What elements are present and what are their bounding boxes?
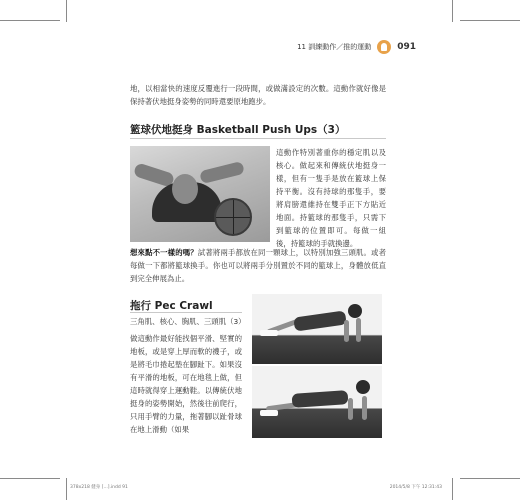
muscle-groups: 三角肌、核心、胸肌、三頭肌（3） [130,317,246,326]
basketball-push-ups-body: 這動作特別著重你的穩定肌以及核心。做起來和傳統伏地挺身一樣，但有一隻手是放在籃球上保持平衡。沒有持球的那隻手，要將肩膀還維持在雙手正下方貼近地面。持籃球的那隻手，只需下到籃球的位置即可。每做一組後，持籃球的手就換邊。 [276,148,386,248]
crop-mark [460,20,520,21]
section-title-basketball-push-ups: 籃球伏地挺身 Basketball Push Ups（3） [130,124,346,136]
footer-timestamp: 2014/5/8 下午 12:31:43 [389,485,442,490]
intro-paragraph: 地，以相當快的速度反覆進行一段時間，或做滿設定的次數。這動作就好像是保持著伏地挺身姿勢的同時還要原地跑步。 [130,84,386,106]
section-title-pec-crawl: 拖行 Pec Crawl [130,300,213,312]
tip-lead: 想來點不一樣的嗎？ [130,248,198,257]
tip-body: 試著將兩手都放在同一顆球上，以特別加強三頭肌。或者每做一下都將籃球換手。你也可以將兩手分別置於不同的籃球上，身體放低直到完全伸展為止。 [130,248,386,283]
basketball-icon [214,198,252,236]
running-figure-icon [377,40,391,54]
crop-mark [452,478,453,500]
pec-crawl-photo-top [252,294,382,364]
footer-file-slug: 378x218 健身 [...].indd 91 [70,485,128,490]
crop-mark [66,478,67,500]
pec-crawl-body: 做這動作最好能找個平滑、堅實的地板，或是穿上厚而軟的襪子，或是將毛巾捲起墊在腳趾下。如果沒有平滑的地板，可在地毯上做，但這時就得穿上運動鞋。以傳統伏地挺身的姿勢開始，然後往前爬行，只用手臂的力量，拖著腳以趾骨球在地上滑動（如果 [130,334,242,434]
crop-mark [66,0,67,22]
crop-mark [460,478,520,479]
page-number: 091 [397,42,416,52]
basketball-push-ups-tip [130,246,386,285]
chapter-title: 11 訓練動作／推的運動 [297,43,372,51]
page-header [297,40,416,54]
crop-mark [452,0,453,22]
pec-crawl-photo-bottom [252,366,382,438]
crop-mark [0,20,60,21]
section-divider [130,312,242,313]
section-divider [130,138,386,139]
crop-mark [0,478,60,479]
basketball-push-up-photo [130,146,270,242]
